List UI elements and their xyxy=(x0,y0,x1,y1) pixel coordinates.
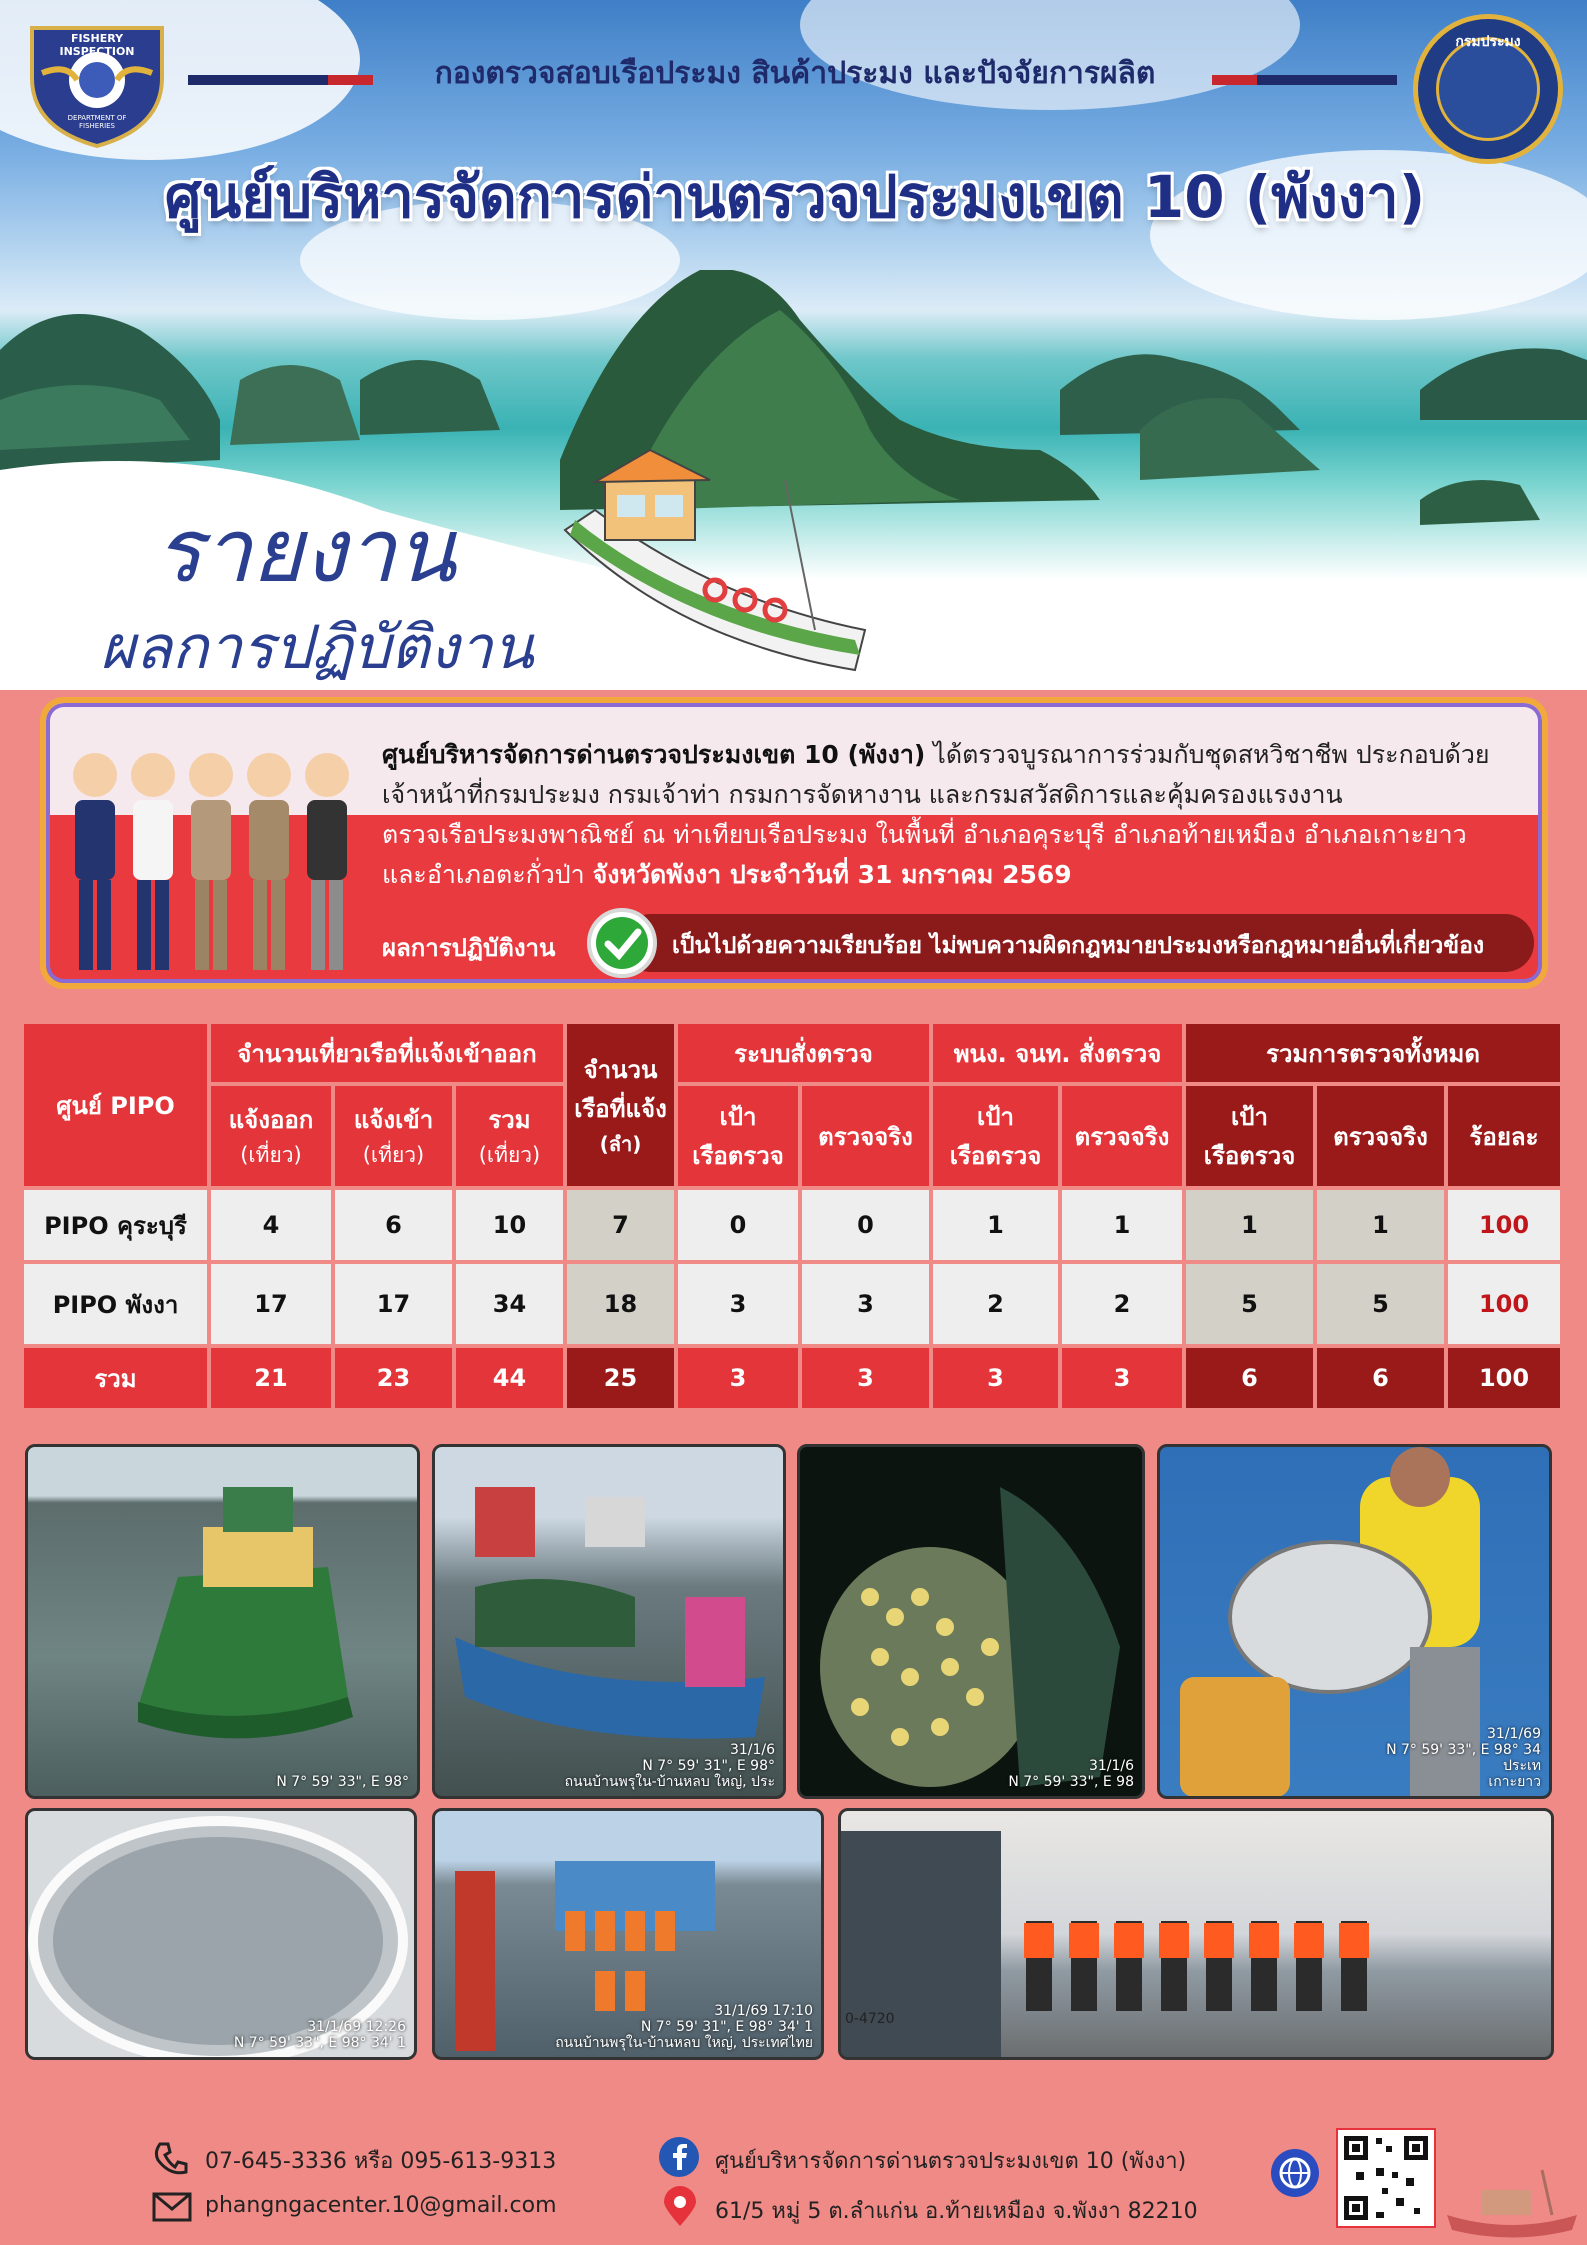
header-center: ศูนย์ PIPO xyxy=(24,1024,207,1186)
center-title: ศูนย์บริหารจัดการด่านตรวจประมงเขต 10 (พังงา) xyxy=(164,163,1426,231)
header-divider-left xyxy=(188,70,373,80)
photo-stamp: N 7° 59' 33", E 98 xyxy=(1008,1774,1134,1790)
total-tot-actual: 6 xyxy=(1317,1348,1444,1408)
header-boats-line2: เรือที่แจ้ง xyxy=(574,1095,667,1123)
photo-plate-text: 0-4720 xyxy=(845,2011,895,2027)
header-off-actual: ตรวจจริง xyxy=(1062,1086,1182,1186)
header-trips: จำนวนเที่ยวเรือที่แจ้งเข้าออก xyxy=(211,1024,563,1082)
photo-stamp: ประเท xyxy=(1503,1758,1541,1774)
photo-stamp: ถนนบ้านพรุใน-บ้านหลบ ใหญ่, ประเทศไทย xyxy=(555,2035,813,2051)
report-heading: รายงาน xyxy=(155,499,456,602)
logo-caption: กรมประมง xyxy=(1455,34,1521,50)
header-sum-unit: (เที่ยว) xyxy=(478,1143,541,1167)
location-pin-icon xyxy=(662,2186,698,2228)
cell-sum: 10 xyxy=(456,1190,563,1260)
info-text xyxy=(382,735,1532,895)
photo-stamp: เกาะยาว xyxy=(1488,1774,1541,1790)
cell-off-actual: 1 xyxy=(1062,1190,1182,1260)
photo-stamp: N 7° 59' 33", E 98° xyxy=(276,1774,409,1790)
header-boats-line1: จำนวน xyxy=(583,1056,658,1084)
cell-tot-target: 1 xyxy=(1186,1190,1313,1260)
photo-stamp: 31/1/6 xyxy=(729,1742,775,1758)
photo-stamp: N 7° 59' 33", E 98° 34' 1 xyxy=(233,2035,406,2051)
footer-email[interactable]: phangngacenter.10@gmail.com xyxy=(205,2193,557,2218)
result-text: เป็นไปด้วยความเรียบร้อย ไม่พบความผิดกฎหมายประมงหรือกฎหมายอื่นที่เกี่ยวข้อง xyxy=(672,933,1485,959)
table-row xyxy=(24,1190,1560,1260)
globe-icon[interactable] xyxy=(1270,2148,1320,2198)
header-tot-actual: ตรวจจริง xyxy=(1317,1086,1444,1186)
header-pct: ร้อยละ xyxy=(1448,1086,1560,1186)
cell-off-actual: 2 xyxy=(1062,1264,1182,1344)
photo-fishing-nets xyxy=(797,1444,1145,1799)
header-sum xyxy=(456,1086,563,1186)
org-name: ศูนย์บริหารจัดการด่านตรวจประมงเขต 10 (พังงา) xyxy=(382,740,926,769)
cell-in: 17 xyxy=(335,1264,452,1344)
cell-tot-actual: 1 xyxy=(1317,1190,1444,1260)
total-in: 23 xyxy=(335,1348,452,1408)
total-off-actual: 3 xyxy=(1062,1348,1182,1408)
row-name: PIPO พังงา xyxy=(24,1264,207,1344)
total-pct: 100 xyxy=(1448,1348,1560,1408)
label: เรือตรวจ xyxy=(692,1142,784,1170)
report-subheading: ผลการปฏิบัติงาน xyxy=(100,613,534,683)
facebook-icon[interactable] xyxy=(658,2136,700,2178)
result-label: ผลการปฏิบัติงาน xyxy=(382,934,556,962)
photo-stamp: 31/1/69 xyxy=(1487,1726,1541,1742)
label: เป้า xyxy=(719,1103,757,1131)
total-sys-actual: 3 xyxy=(802,1348,929,1408)
header-total: รวมการตรวจทั้งหมด xyxy=(1186,1024,1560,1082)
header-in xyxy=(335,1086,452,1186)
header-out-label: แจ้งออก xyxy=(228,1106,314,1134)
email-icon xyxy=(152,2192,192,2222)
total-sys-target: 3 xyxy=(678,1348,798,1408)
cell-sys-actual: 0 xyxy=(802,1190,929,1260)
header-tot-target xyxy=(1186,1086,1313,1186)
label: เรือตรวจ xyxy=(1203,1142,1296,1170)
boat-illustration-footer xyxy=(1442,2165,1582,2240)
header-sys-actual: ตรวจจริง xyxy=(802,1086,929,1186)
header-divider-right xyxy=(1212,70,1397,80)
cell-pct: 100 xyxy=(1448,1264,1560,1344)
total-off-target: 3 xyxy=(933,1348,1058,1408)
photo-stamp: ถนนบ้านพรุใน-บ้านหลบ ใหญ่, ประ xyxy=(564,1774,775,1790)
cell-boats: 18 xyxy=(567,1264,674,1344)
qr-code-icon[interactable] xyxy=(1336,2128,1436,2228)
total-name: รวม xyxy=(24,1348,207,1408)
total-sum: 44 xyxy=(456,1348,563,1408)
photo-stamp: N 7° 59' 31", E 98° xyxy=(642,1758,775,1774)
label: เป้า xyxy=(1231,1103,1268,1131)
photo-fish-basket xyxy=(25,1808,417,2060)
cell-boats: 7 xyxy=(567,1190,674,1260)
header-in-label: แจ้งเข้า xyxy=(353,1106,434,1134)
header-out xyxy=(211,1086,331,1186)
officers-illustration xyxy=(55,740,355,980)
cell-sys-target: 0 xyxy=(678,1190,798,1260)
info-line4: และอำเภอตะกั่วป่า xyxy=(382,860,593,889)
photo-plate xyxy=(845,2011,895,2027)
table-row xyxy=(24,1264,1560,1344)
footer-facebook[interactable]: ศูนย์บริหารจัดการด่านตรวจประมงเขต 10 (พังงา) xyxy=(715,2149,1187,2174)
label: เป้า xyxy=(977,1103,1014,1131)
logo-text: FISHERY INSPECTION xyxy=(59,32,135,58)
fishery-inspection-logo xyxy=(22,18,172,148)
fishing-boat-illustration xyxy=(555,440,875,690)
department-title: กองตรวจสอบเรือประมง สินค้าประมง และปัจจัยการผลิต xyxy=(434,56,1156,91)
photo-stamp: N 7° 59' 31", E 98° 34' 1 xyxy=(640,2019,813,2035)
photo-stamp: 31/1/69 12:26 xyxy=(307,2019,406,2035)
cell-out: 17 xyxy=(211,1264,331,1344)
cell-sum: 34 xyxy=(456,1264,563,1344)
result-row xyxy=(382,914,1532,972)
cell-sys-target: 3 xyxy=(678,1264,798,1344)
info-line2: เจ้าหน้าที่กรมประมง กรมเจ้าท่า กรมการจัดหางาน และกรมสวัสดิการและคุ้มครองแรงงาน xyxy=(382,780,1343,809)
photo-stamp: 31/1/6 xyxy=(1088,1758,1134,1774)
inspection-table xyxy=(20,1020,1564,1412)
header-sys-target xyxy=(678,1086,798,1186)
photo-docked-boats xyxy=(432,1444,786,1799)
department-of-fisheries-logo xyxy=(1413,14,1563,164)
header-sum-label: รวม xyxy=(488,1106,531,1134)
photo-crew-on-boat xyxy=(432,1808,824,2060)
phone-icon xyxy=(150,2138,190,2178)
header-system: ระบบสั่งตรวจ xyxy=(678,1024,929,1082)
cell-pct: 100 xyxy=(1448,1190,1560,1260)
header-boats-unit: (ลำ) xyxy=(599,1132,642,1156)
cell-out: 4 xyxy=(211,1190,331,1260)
total-boats: 25 xyxy=(567,1348,674,1408)
photo-stamp: 31/1/69 17:10 xyxy=(714,2003,813,2019)
info-date: จังหวัดพังงา ประจำวันที่ 31 มกราคม 2569 xyxy=(592,860,1072,889)
cell-tot-actual: 5 xyxy=(1317,1264,1444,1344)
header-officer: พนง. จนท. สั่งตรวจ xyxy=(933,1024,1182,1082)
logo-bottom-text: DEPARTMENT OF FISHERIES xyxy=(67,114,127,130)
footer-address: 61/5 หมู่ 5 ต.ลำแก่น อ.ท้ายเหมือง จ.พังงา 82210 xyxy=(715,2199,1198,2224)
photo-boat-at-sea xyxy=(25,1444,420,1799)
info-line3: ตรวจเรือประมงพาณิชย์ ณ ท่าเทียบเรือประมง ในพื้นที่ อำเภอคุระบุรี อำเภอท้ายเหมือง อำเภอเกาะยาว xyxy=(382,820,1467,849)
header-out-unit: (เที่ยว) xyxy=(240,1143,302,1167)
cell-sys-actual: 3 xyxy=(802,1264,929,1344)
row-name: PIPO คุระบุรี xyxy=(24,1190,207,1260)
total-out: 21 xyxy=(211,1348,331,1408)
cell-off-target: 1 xyxy=(933,1190,1058,1260)
footer-phone: 07-645-3336 หรือ 095-613-9313 xyxy=(205,2149,557,2174)
photo-crew-on-pier xyxy=(838,1808,1554,2060)
table-total-row xyxy=(24,1348,1560,1408)
total-tot-target: 6 xyxy=(1186,1348,1313,1408)
header-off-target xyxy=(933,1086,1058,1186)
label: เรือตรวจ xyxy=(949,1142,1042,1170)
header-boats xyxy=(567,1024,674,1186)
cell-in: 6 xyxy=(335,1190,452,1260)
header-in-unit: (เที่ยว) xyxy=(362,1143,425,1167)
hero-banner xyxy=(0,0,1587,690)
photo-fish-catch xyxy=(1157,1444,1552,1799)
info-line1: ได้ตรวจบูรณาการร่วมกับชุดสหวิชาชีพ ประกอบด้วย xyxy=(925,740,1490,769)
photo-stamp: N 7° 59' 33", E 98° 34 xyxy=(1386,1742,1541,1758)
cell-off-target: 2 xyxy=(933,1264,1058,1344)
cell-tot-target: 5 xyxy=(1186,1264,1313,1344)
checkmark-icon xyxy=(587,908,657,978)
